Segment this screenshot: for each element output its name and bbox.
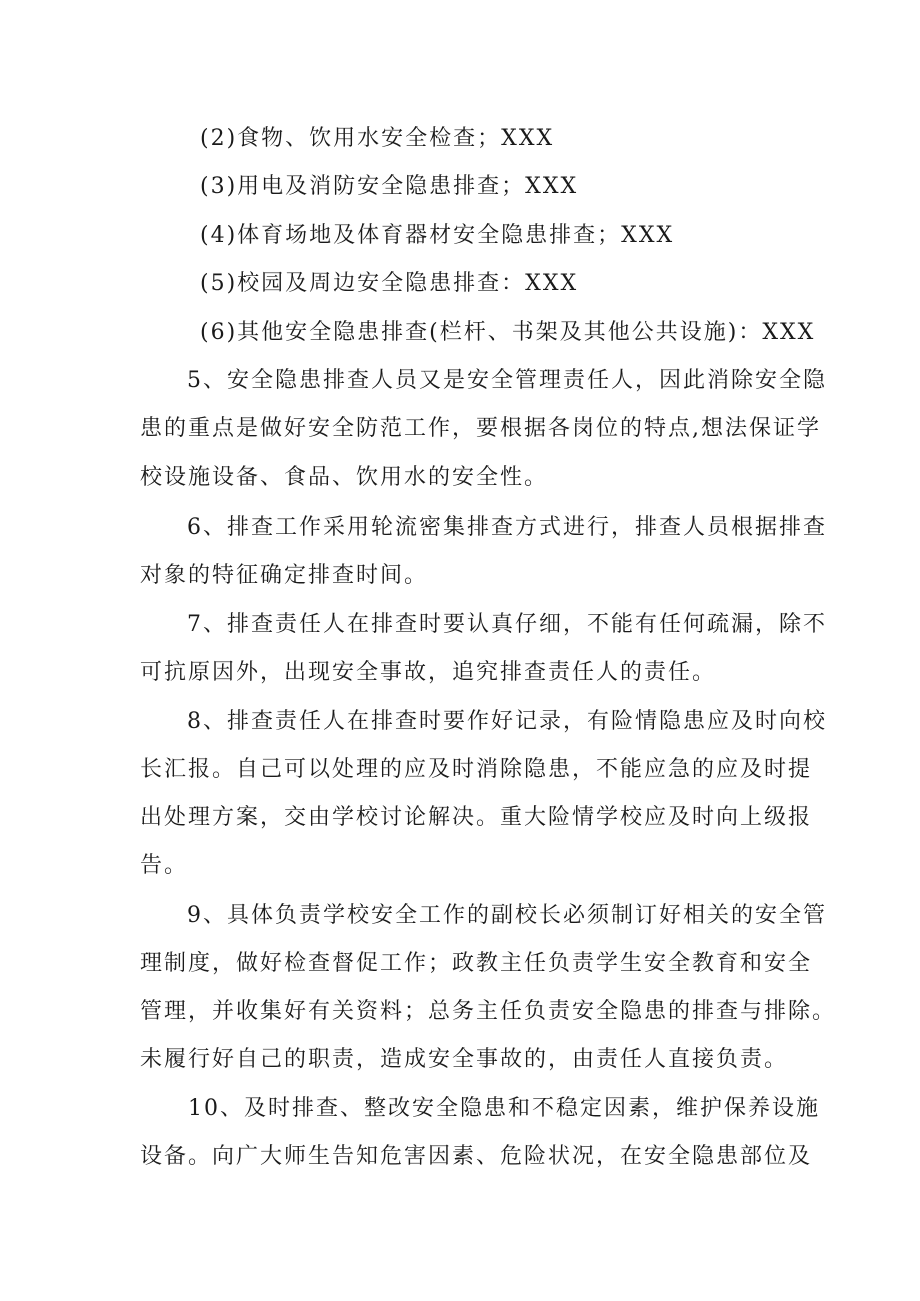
list-item-electric-fire: (3)用电及消防安全隐患排查；XXX (200, 174, 579, 199)
paragraph-10-line-2: 设备。向广大师生告知危害因素、危险状况，在安全隐患部位及 (140, 1144, 813, 1169)
paragraph-5-line-2: 患的重点是做好安全防范工作，要根据各岗位的特点,想法保证学 (140, 416, 821, 441)
paragraph-8-line-3: 出处理方案，交由学校讨论解决。重大险情学校应及时向上级报 (140, 805, 813, 830)
paragraph-9-line-3: 管理，并收集好有关资料；总务主任负责安全隐患的排查与排除。 (140, 999, 837, 1024)
list-item-food-water: (2)食物、饮用水安全检查；XXX (200, 126, 555, 151)
paragraph-6-line-1: 6、排查工作采用轮流密集排查方式进行，排查人员根据排查 (187, 515, 827, 540)
list-item-campus: (5)校园及周边安全隐患排查：XXX (200, 271, 579, 296)
paragraph-7-line-2: 可抗原因外，出现安全事故，追究排查责任人的责任。 (140, 660, 717, 685)
paragraph-7-line-1: 7、排查责任人在排查时要认真仔细，不能有任何疏漏，除不 (187, 612, 827, 637)
paragraph-10-line-1: 10、及时排查、整改安全隐患和不稳定因素，维护保养设施 (188, 1096, 820, 1121)
list-item-sports: (4)体育场地及体育器材安全隐患排查；XXX (200, 223, 675, 248)
paragraph-9-line-4: 未履行好自己的职责，造成安全事故的，由责任人直接负责。 (140, 1047, 789, 1072)
paragraph-8-line-2: 长汇报。自己可以处理的应及时消除隐患，不能应急的应及时提 (140, 757, 813, 782)
paragraph-9-line-1: 9、具体负责学校安全工作的副校长必须制订好相关的安全管 (187, 903, 827, 928)
list-item-other: (6)其他安全隐患排查(栏杆、书架及其他公共设施)：XXX (200, 320, 816, 345)
paragraph-5-line-1: 5、安全隐患排查人员又是安全管理责任人，因此消除安全隐 (187, 368, 827, 393)
paragraph-5-line-3: 校设施设备、食品、饮用水的安全性。 (140, 465, 549, 490)
paragraph-9-line-2: 理制度，做好检查督促工作；政教主任负责学生安全教育和安全 (140, 951, 813, 976)
paragraph-8-line-1: 8、排查责任人在排查时要作好记录，有险情隐患应及时向校 (187, 709, 827, 734)
paragraph-8-line-4: 告。 (140, 853, 189, 878)
paragraph-6-line-2: 对象的特征确定排查时间。 (140, 563, 429, 588)
